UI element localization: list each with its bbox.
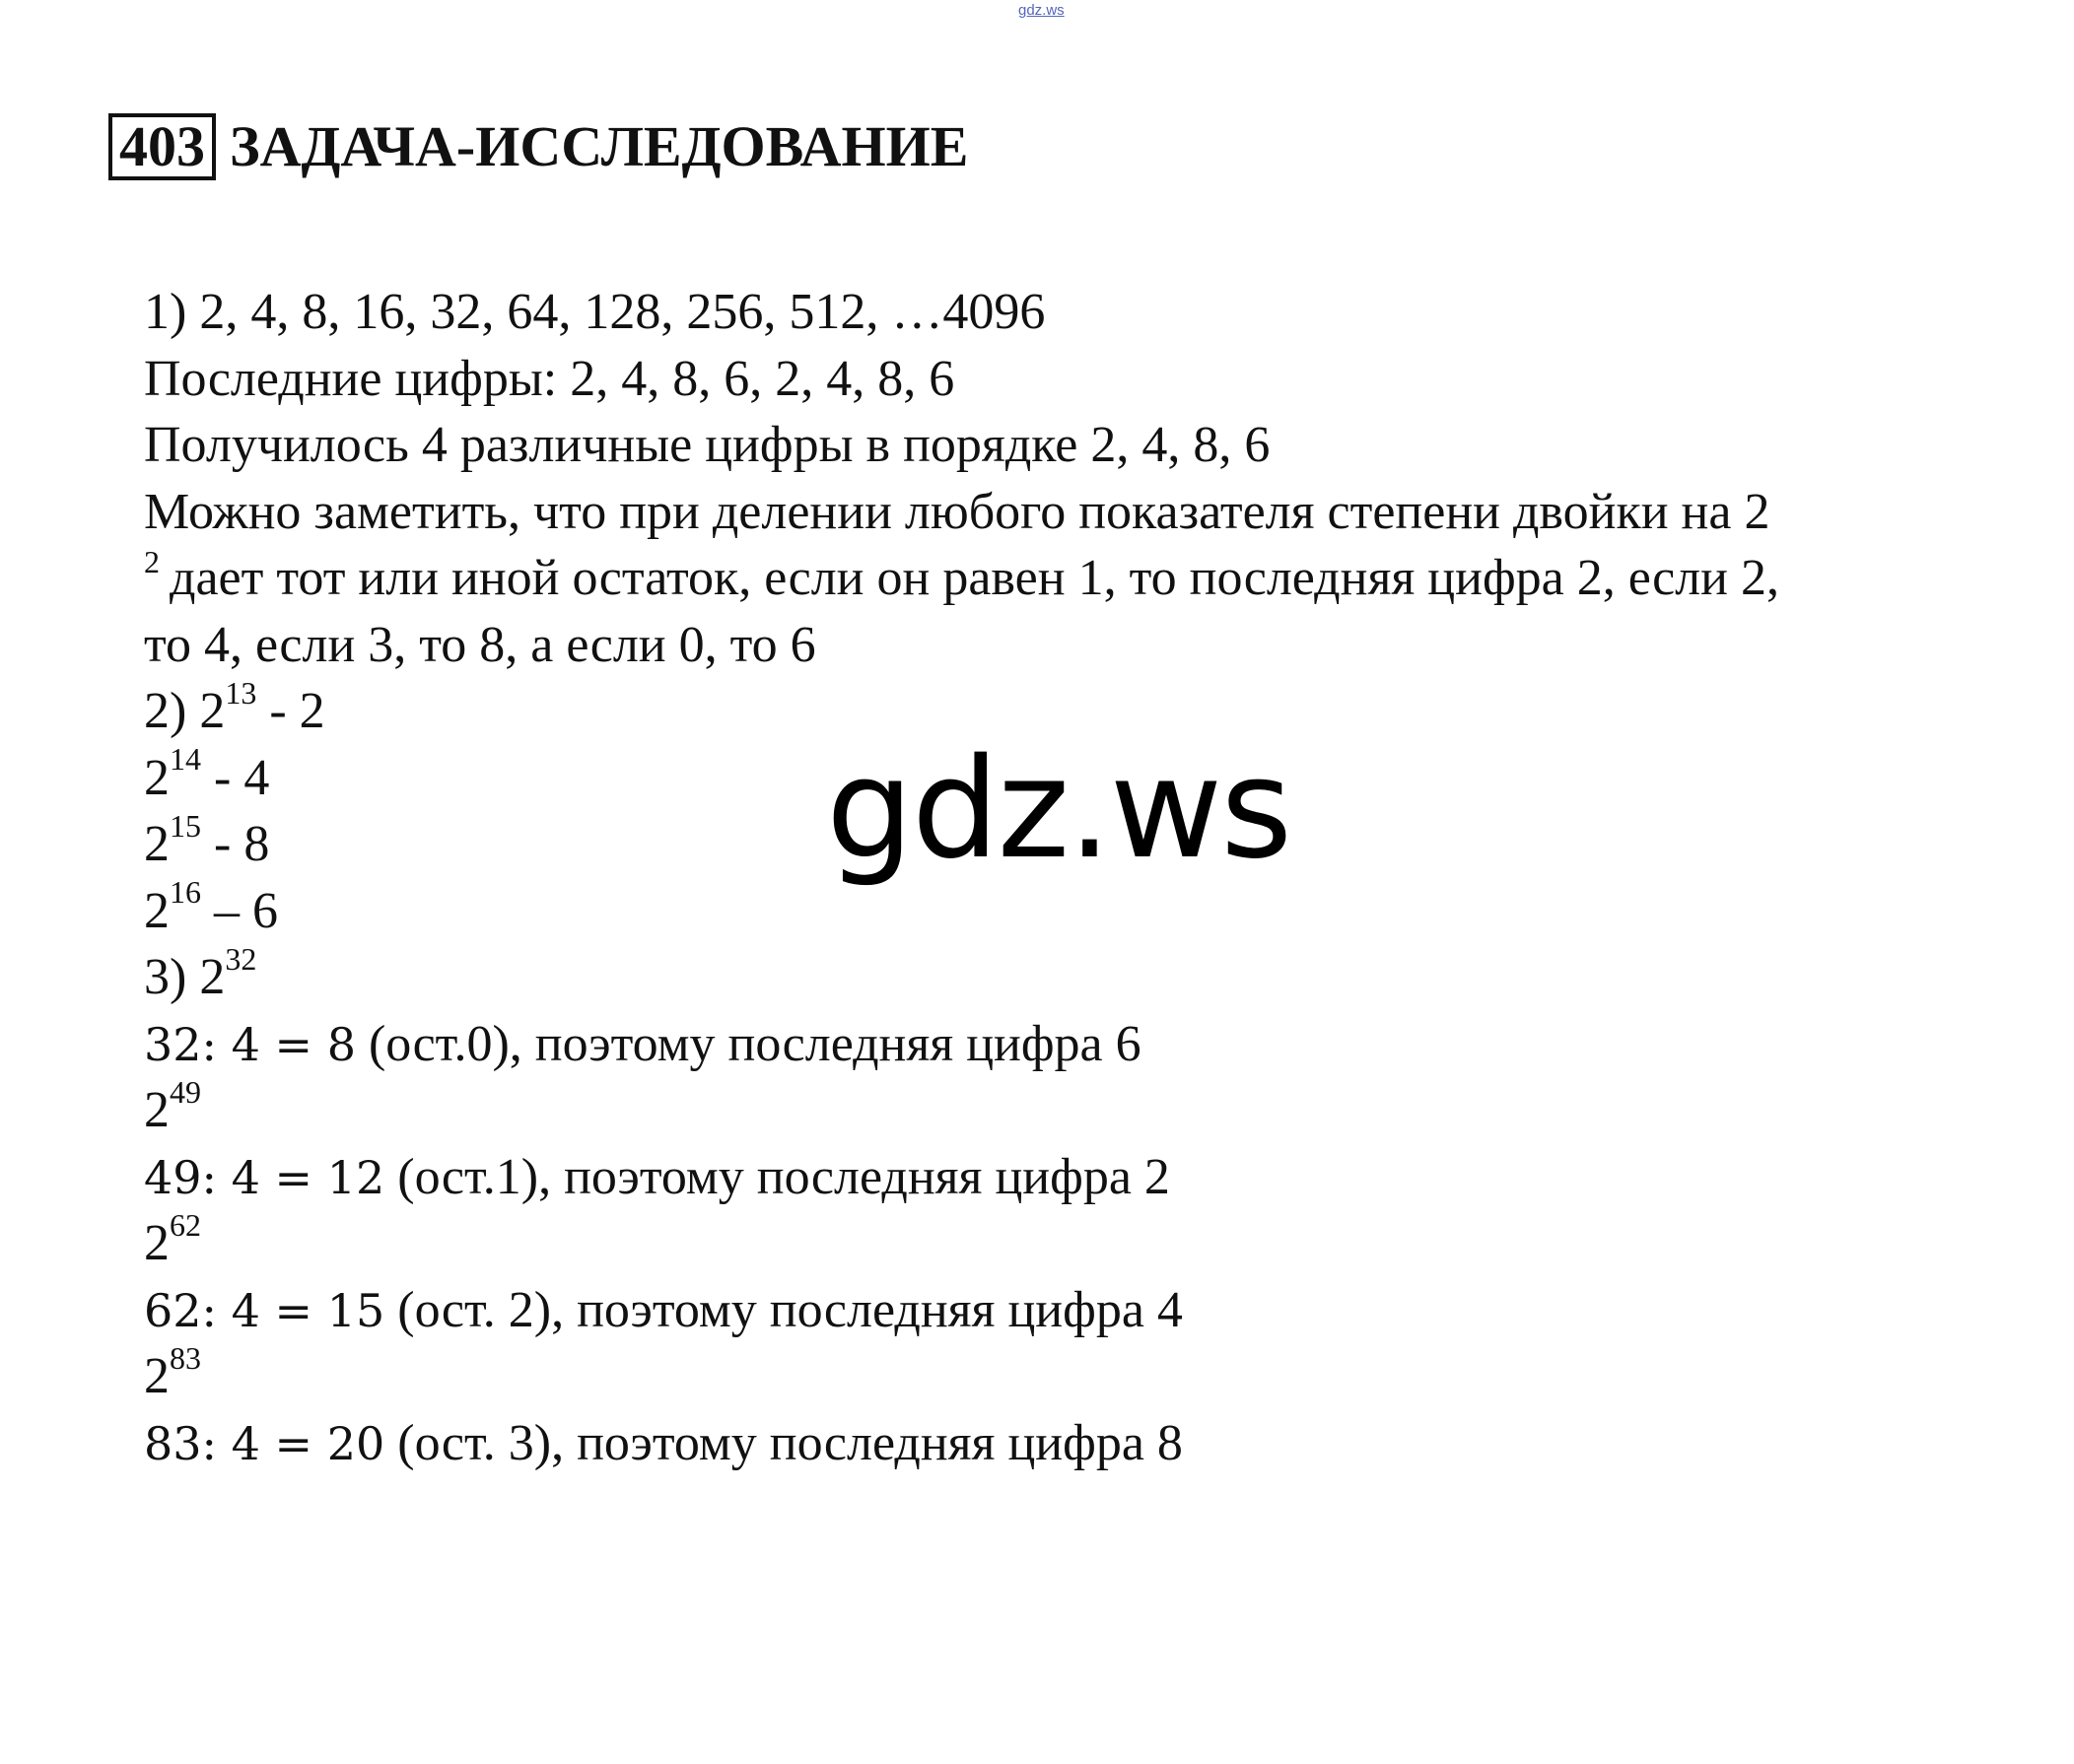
watermark-logo: gdz.ws xyxy=(826,729,1291,890)
base: 2 xyxy=(144,749,170,806)
solution-line-2: Последние цифры: 2, 4, 8, 6, 2, 4, 8, 6 xyxy=(144,350,955,407)
base: 2 xyxy=(144,1082,170,1138)
division-expression: 83: 4 = 20 xyxy=(144,1416,385,1470)
solution-line-6: то 4, если 3, то 8, а если 0, то 6 xyxy=(144,616,816,673)
exponent: 49 xyxy=(170,1073,201,1110)
base: 2 xyxy=(144,882,170,939)
site-link[interactable]: gdz.ws xyxy=(1018,2,1065,19)
solution-line-5 xyxy=(144,545,2046,612)
base: 3) 2 xyxy=(144,949,226,1005)
base: 2 xyxy=(144,1348,170,1404)
solution-line-1: 1) 2, 4, 8, 16, 32, 64, 128, 256, 512, …4096 xyxy=(144,284,1046,340)
solution-line-15 xyxy=(144,1206,2046,1277)
division-expression: 49: 4 = 12 xyxy=(144,1150,385,1204)
exponent: 83 xyxy=(170,1339,201,1376)
line-text: (ост.1), поэтому последняя цифра 2 xyxy=(384,1148,1170,1205)
base: 2) 2 xyxy=(144,683,226,739)
solution-line-18 xyxy=(144,1410,2046,1477)
line-text: (ост. 2), поэтому последняя цифра 4 xyxy=(384,1281,1183,1338)
task-header xyxy=(108,113,968,180)
exponent: 2 xyxy=(144,544,160,579)
division-expression: 62: 4 = 15 xyxy=(144,1283,385,1337)
exponent: 32 xyxy=(225,940,257,977)
line-text: (ост. 3), поэтому последняя цифра 8 xyxy=(384,1414,1183,1471)
base: 2 xyxy=(144,816,170,872)
solution-line-13 xyxy=(144,1073,2046,1144)
line-text: дает тот или иной остаток, если он равен 1, то последняя цифра 2, если 2, xyxy=(170,550,1779,606)
exponent: 16 xyxy=(170,874,201,911)
task-title: ЗАДАЧА-ИССЛЕДОВАНИЕ xyxy=(230,114,969,178)
task-number-box: 403 xyxy=(108,113,216,180)
exponent: 62 xyxy=(170,1206,201,1243)
result: - 4 xyxy=(201,749,270,806)
exponent: 14 xyxy=(170,741,201,778)
solution-line-12 xyxy=(144,1011,2046,1078)
exponent: 13 xyxy=(225,674,257,711)
result: – 6 xyxy=(201,882,278,939)
solution-line-3: Получилось 4 различные цифры в порядке 2, 4, 8, 6 xyxy=(144,417,1271,473)
result: - 2 xyxy=(256,683,325,739)
division-expression: 32: 4 = 8 xyxy=(144,1017,356,1071)
base: 2 xyxy=(144,1215,170,1271)
solution-line-4: Можно заметить, что при делении любого показателя степени двойки на 2 xyxy=(144,483,1770,540)
line-text: (ост.0), поэтому последняя цифра 6 xyxy=(355,1015,1141,1072)
exponent: 15 xyxy=(170,807,201,844)
solution-line-11 xyxy=(144,940,2046,1011)
solution-line-16 xyxy=(144,1277,2046,1344)
result: - 8 xyxy=(201,816,270,872)
solution-line-17 xyxy=(144,1339,2046,1410)
solution-line-14 xyxy=(144,1144,2046,1211)
